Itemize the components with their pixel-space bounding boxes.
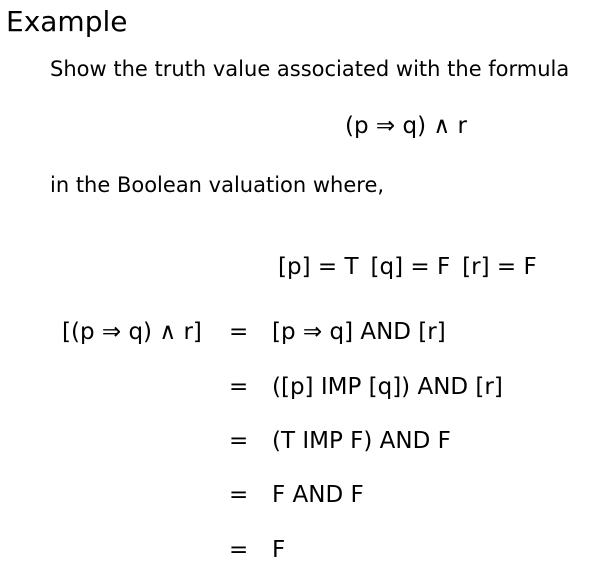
valuation-intro-text: in the Boolean valuation where, [50,173,385,197]
derivation-step-3: (T IMP F) AND F [272,428,451,454]
derivation-step-5: F [272,537,286,563]
derivation-step-4: F AND F [272,482,364,508]
formula: (p ⇒ q) ∧ r [345,113,467,139]
intro-text: Show the truth value associated with the formula [50,57,570,81]
valuation-list [278,250,537,284]
derivation-lhs: [(p ⇒ q) ∧ r] [62,319,202,345]
valuation-r: [r] = F [462,254,537,280]
equals-sign: = [229,482,249,508]
equals-sign: = [229,537,249,563]
equals-sign: = [229,374,249,400]
equals-sign: = [229,319,249,345]
derivation-step-2: ([p] IMP [q]) AND [r] [272,374,503,400]
slide-title: Example [6,5,128,38]
valuation-p: [p] = T [278,254,359,280]
equals-sign: = [229,428,249,454]
valuation-q: [q] = F [370,254,451,280]
derivation-step-1: [p ⇒ q] AND [r] [272,319,446,345]
